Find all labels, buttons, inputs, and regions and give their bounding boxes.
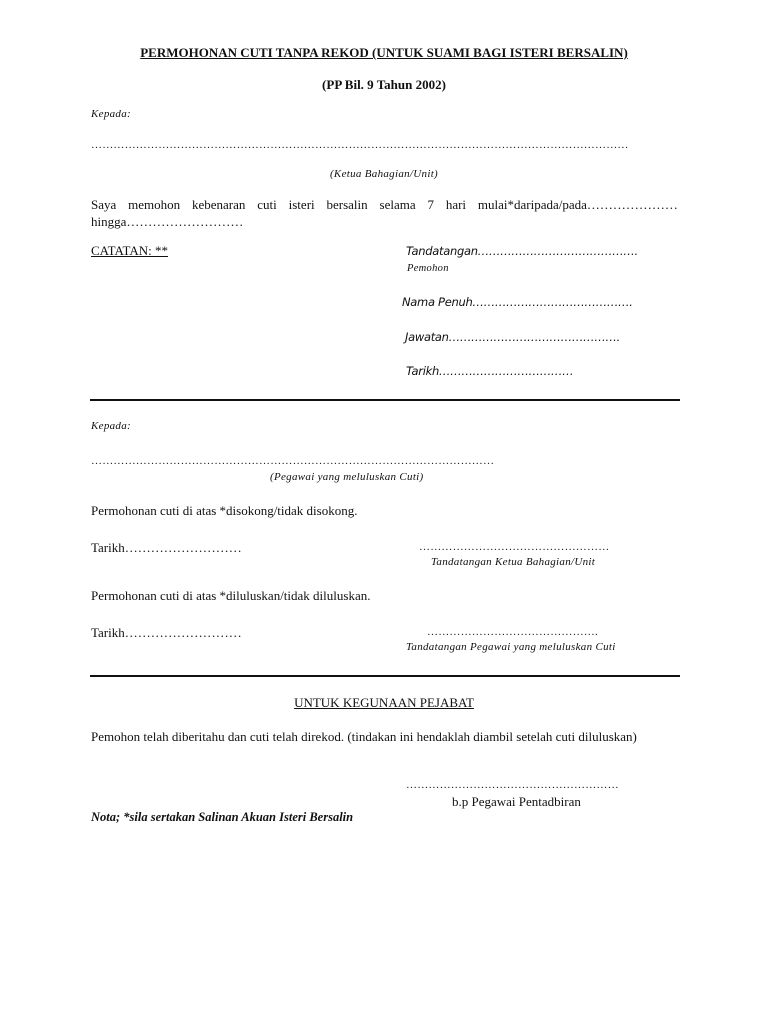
catatan-label: CATATAN: ** [91,243,169,258]
request-word: isteri [288,197,315,212]
request-word: memohon [128,197,181,212]
request-word: cuti [257,197,277,212]
support-statement: Permohonan cuti di atas *disokong/tidak disokong. [91,503,358,518]
form-subtitle: (PP Bil. 9 Tahun 2002) [322,77,446,92]
head-signature-dots[interactable]: …………………………………………… [419,541,610,553]
kepada-label-2: Kepada: [91,420,131,432]
signature-field[interactable]: Tandatangan……………………………………. [406,244,638,258]
date-field[interactable]: Tarikh……………………………… [406,364,574,378]
request-end-date-field[interactable]: hingga……………………… [91,214,244,229]
recipient-caption: (Ketua Bahagian/Unit) [329,168,439,180]
office-use-heading: UNTUK KEGUNAAN PEJABAT [294,695,474,710]
admin-signature-dots[interactable]: ………………………………………………… [406,779,619,791]
request-word: selama [379,197,416,212]
section-divider-2 [90,675,680,677]
approver-signature-caption: Tandatangan Pegawai yang meluluskan Cuti [406,641,616,653]
nota-text: Nota; *sila sertakan Salinan Akuan Isteri Bersalin [91,810,354,824]
recipient-dots: ……………………………………………………………………………………………………………………………… [91,139,629,151]
request-word: kebenaran [192,197,246,212]
approver-caption: (Pegawai yang meluluskan Cuti) [270,471,424,483]
request-word: bersalin [326,197,368,212]
full-name-field[interactable]: Nama Penuh……………………………………. [402,295,633,309]
approval-statement: Permohonan cuti di atas *diluluskan/tidak diluluskan. [91,588,371,603]
office-statement: Pemohon telah diberitahu dan cuti telah direkod. (tindakan ini hendaklah diambil setelah cuti diluluskan) [91,729,637,744]
request-days: 7 [427,197,434,212]
pemohon-caption: Pemohon [407,263,449,274]
position-field[interactable]: Jawatan………………………………………. [405,330,620,344]
approver-dots: ……………………………………………………………………………………………… [91,455,495,467]
head-signature-caption: Tandatangan Ketua Bahagian/Unit [431,556,596,568]
request-word: hari [445,197,467,212]
support-date-field[interactable]: Tarikh……………………… [91,540,242,555]
approval-date-field[interactable]: Tarikh……………………… [91,625,242,640]
kepada-label: Kepada: [91,108,131,120]
request-word: Saya [91,197,117,212]
leave-request-line [91,197,678,213]
admin-signature-caption: b.p Pegawai Pentadbiran [452,794,581,809]
request-start-date-field[interactable]: mulai*daripada/pada………………… [477,197,678,212]
section-divider [90,399,680,401]
approver-signature-dots[interactable]: ………………………………………. [427,626,598,638]
form-title: PERMOHONAN CUTI TANPA REKOD (UNTUK SUAMI BAGI ISTERI BERSALIN) [140,45,628,60]
